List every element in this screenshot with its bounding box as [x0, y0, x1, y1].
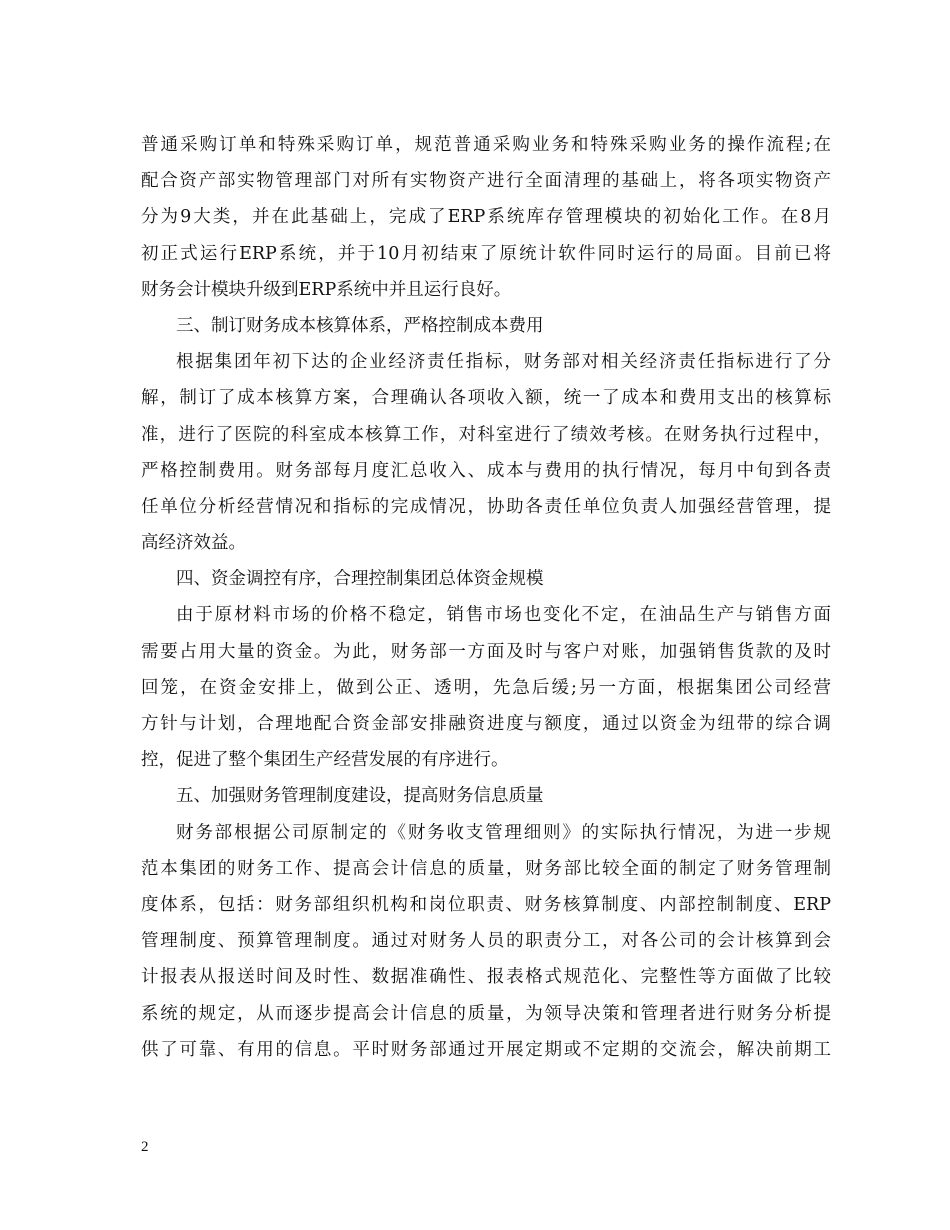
text-line: 四、资金调控有序，合理控制集团总体资金规模	[176, 569, 544, 590]
text-line: 控，促进了整个集团生产经营发展的有序进行。	[141, 750, 509, 771]
text-line: 初正式运行ERP系统，并于10月初结束了原统计软件同时运行的局面。目前已将	[141, 243, 831, 264]
text-line: 财务会计模块升级到ERP系统中并且运行良好。	[141, 279, 512, 300]
text-line: 分为9大类，并在此基础上，完成了ERP系统库存管理模块的初始化工作。在8月	[141, 207, 831, 228]
text-line: 供了可靠、有用的信息。平时财务部通过开展定期或不定期的交流会，解决前期工	[141, 1039, 831, 1060]
text-line: 三、制订财务成本核算体系，严格控制成本费用	[176, 315, 544, 336]
text-line: 回笼，在资金安排上，做到公正、透明，先急后缓;另一方面，根据集团公司经营	[141, 677, 831, 698]
body-text	[141, 127, 831, 1068]
text-line: 高经济效益。	[141, 533, 246, 554]
text-line: 配合资产部实物管理部门对所有实物资产进行全面清理的基础上，将各项实物资产	[141, 171, 831, 192]
text-line: 需要占用大量的资金。为此，财务部一方面及时与客户对账，加强销售货款的及时	[141, 641, 831, 662]
text-line: 根据集团年初下达的企业经济责任指标，财务部对相关经济责任指标进行了分	[176, 352, 831, 373]
text-line: 管理制度、预算管理制度。通过对财务人员的职责分工，对各公司的会计核算到会	[141, 931, 831, 952]
page-number: 2	[141, 1139, 149, 1155]
text-line: 度体系，包括：财务部组织机构和岗位职责、财务核算制度、内部控制制度、ERP	[141, 894, 831, 915]
text-line: 范本集团的财务工作、提高会计信息的质量，财务部比较全面的制定了财务管理制	[141, 858, 831, 879]
text-line: 方针与计划，合理地配合资金部安排融资进度与额度，通过以资金为纽带的综合调	[141, 714, 831, 734]
text-line: 由于原材料市场的价格不稳定，销售市场也变化不定，在油品生产与销售方面	[176, 605, 831, 626]
text-line: 财务部根据公司原制定的《财务收支管理细则》的实际执行情况，为进一步规	[176, 822, 831, 843]
text-line: 系统的规定，从而逐步提高会计信息的质量，为领导决策和管理者进行财务分析提	[141, 1003, 831, 1024]
text-line: 任单位分析经营情况和指标的完成情况，协助各责任单位负责人加强经营管理，提	[141, 496, 831, 517]
text-line: 严格控制费用。财务部每月度汇总收入、成本与费用的执行情况，每月中旬到各责	[141, 460, 831, 481]
text-line: 五、加强财务管理制度建设，提高财务信息质量	[176, 786, 544, 807]
text-line: 普通采购订单和特殊采购订单，规范普通采购业务和特殊采购业务的操作流程;在	[141, 135, 831, 155]
text-line: 解，制订了成本核算方案，合理确认各项收入额，统一了成本和费用支出的核算标	[141, 388, 831, 409]
text-line: 准，进行了医院的科室成本核算工作，对科室进行了绩效考核。在财务执行过程中，	[141, 424, 831, 445]
text-line: 计报表从报送时间及时性、数据准确性、报表格式规范化、完整性等方面做了比较	[141, 967, 831, 988]
